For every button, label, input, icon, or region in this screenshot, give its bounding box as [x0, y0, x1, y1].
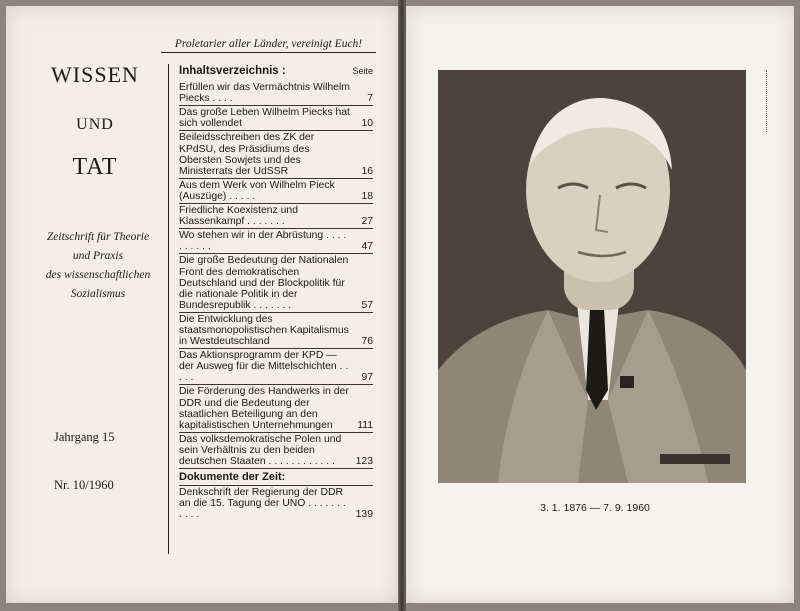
party-motto: Proletarier aller Länder, vereinigt Euch! — [161, 38, 376, 53]
toc-entry[interactable] — [179, 486, 373, 521]
toc-page-header: Seite — [352, 66, 373, 76]
volume-label: Jahrgang 15 — [54, 430, 115, 444]
portrait-photo — [438, 70, 746, 483]
masthead-tat: TAT — [72, 154, 118, 180]
toc-entry-page: 111 — [357, 419, 373, 431]
toc-entry-text: Die Entwicklung des staatsmonopolistischen Kapitalismus in Westdeutschland — [179, 313, 349, 348]
toc-entry-text: Erfüllen wir das Vermächtnis Wilhelm Piecks . . . . — [179, 82, 350, 105]
toc-entry[interactable] — [179, 81, 373, 106]
toc-entry[interactable] — [179, 204, 373, 229]
toc-entry[interactable] — [179, 254, 373, 312]
toc-entry-text: Die Förderung des Handwerks in der DDR und die Bedeutung der staatlichen Beteiligung an den kapitalistischen Unternehmungen — [179, 386, 349, 431]
subtitle-line: und Praxis — [72, 250, 124, 262]
toc-title: Inhaltsverzeichnis : — [179, 65, 286, 77]
toc-entry-page: 7 — [367, 93, 373, 105]
toc-entry[interactable] — [179, 179, 373, 204]
toc-entry-page: 47 — [361, 241, 373, 253]
toc-entry-page: 57 — [361, 299, 373, 311]
toc-entry-page: 97 — [361, 372, 373, 384]
toc-entry[interactable] — [179, 131, 373, 178]
toc-entry[interactable] — [179, 106, 373, 131]
portrait-caption: 3. 1. 1876 — 7. 9. 1960 — [540, 502, 650, 514]
book-gutter — [398, 0, 406, 611]
toc-entry[interactable] — [179, 349, 373, 385]
toc-entry-page: 16 — [361, 165, 373, 177]
toc-entry-page: 139 — [355, 509, 373, 521]
toc-entry-text: Beileidsschreiben des ZK der KPdSU, des Präsidiums des Obersten Sowjets und des Ministerrats der UdSSR — [179, 132, 315, 177]
subtitle-line: Sozialismus — [70, 288, 126, 300]
toc-entry-page: 76 — [361, 336, 373, 348]
toc-entry-text: Das große Leben Wilhelm Piecks hat sich vollendet — [179, 107, 350, 130]
toc-entry-page: 123 — [355, 456, 373, 467]
toc-entry-page: 18 — [361, 190, 373, 202]
toc-entry-text: Die große Bedeutung der Nationalen Front des demokratischen Deutschland und der Blockpolitik für die nationale Politik in der Bundesrepublik . . . . . . . — [179, 255, 349, 311]
toc-header — [179, 66, 373, 77]
toc-entry-text: Wo stehen wir in der Abrüstung . . . . . . . . . . — [179, 230, 347, 253]
toc-entry-text: Das Aktionsprogramm der KPD — der Ausweg für die Mittelschichten . . . . . — [179, 350, 349, 384]
journal-subtitle — [42, 228, 154, 304]
portrait-illustration — [438, 70, 746, 483]
column-divider — [168, 64, 169, 554]
toc-entry-page: 10 — [361, 118, 373, 130]
toc-entry-page: 27 — [361, 216, 373, 228]
toc-entry[interactable] — [179, 229, 373, 254]
toc-entry[interactable] — [179, 385, 373, 432]
toc-entry[interactable] — [179, 313, 373, 349]
toc-entry-text: Denkschrift der Regierung der DDR an die 15. Tagung der UNO . . . . . . . . . . . — [179, 487, 346, 521]
masthead-wissen: WISSEN — [51, 62, 139, 87]
toc-entry-text: Aus dem Werk von Wilhelm Pieck (Auszüge) . . . . . — [179, 179, 335, 202]
toc-entry-text: Das volksdemokratische Polen und sein Verhältnis zu den beiden deutschen Staaten . . . . . . . . . . . . — [179, 433, 342, 467]
page-edge-mark — [766, 70, 770, 132]
masthead-und: UND — [76, 116, 114, 133]
toc-entry[interactable] — [179, 433, 373, 469]
toc-section-title: Dokumente der Zeit: — [179, 472, 373, 486]
issue-number: Nr. 10/1960 — [54, 478, 114, 492]
subtitle-line: des wissenschaftlichen — [45, 269, 151, 281]
table-of-contents — [179, 66, 373, 521]
toc-entry-text: Friedliche Koexistenz und Klassenkampf . . . . . . . — [179, 205, 298, 228]
subtitle-line: Zeitschrift für Theorie — [46, 231, 150, 243]
